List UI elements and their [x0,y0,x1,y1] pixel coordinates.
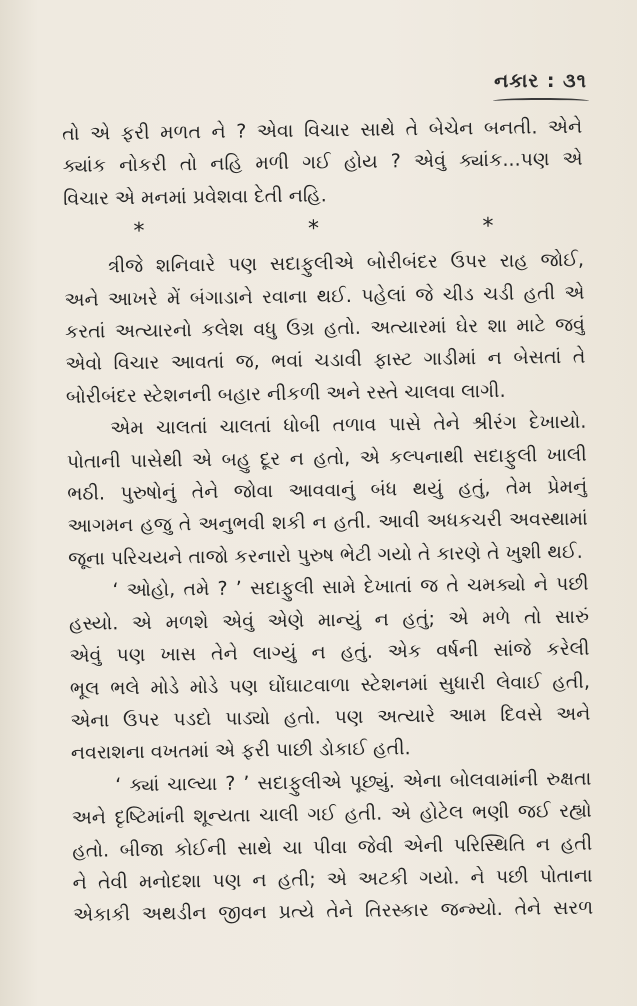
paragraph-5 [71,762,593,931]
text-line: ‘ ક્યાં ચાલ્યા ? ’ સદાફુલીએ પૂછ્યું. એના બોલવામાંની રુક્ષતા [115,767,592,797]
paragraph-3 [66,406,588,575]
paragraph-4 [68,568,591,770]
text-line: એવું પણ ખાસ તેને લાગ્યું ન હતું. એક વર્ષની સાંજે કરેલી [69,637,590,668]
text-line: એવો વિચાર આવતાં જ, ભવાં ચડાવી ફાસ્ટ ગાડીમાં ન બેસતાં તે [65,346,586,376]
page-body [62,111,593,932]
text-line: એના ઉપર પડદો પાડ્યો હતો. પણ અત્યારે આમ દિવસે અને [70,702,591,732]
header-underline [493,98,589,104]
text-line: ક્યાંક નોકરી તો નહિ મળી ગઈ હોય ? એવું ક્યાંક...પણ એ [62,148,583,178]
paragraph-1 [62,111,583,215]
text-line: વિચાર એ મનમાં પ્રવેશવા દેતી નહિ. [62,184,327,210]
asterisk: * [133,219,145,245]
text-line: આગમન હજુ તે અનુભવી શકી ન હતી. આવી અધકચરી અવસ્થામાં [67,508,588,538]
text-line: ભઠી. પુરુષોનું તેને જોવા આવવાનું બંધ થયું હતું, તેમ પ્રેમનું [67,475,588,506]
text-line: ત્રીજે શનિવારે પણ સદાફુલીએ બોરીબંદર ઉપર રાહ જોઈ, [107,248,585,278]
page-header: નકાર : ૩૧ [494,70,587,92]
text-line: તો એ ફરી મળત ને ? એવા વિચાર સાથે તે બેચેન બનતી. એને [62,115,583,145]
text-line: ને તેવી મનોદશા પણ ન હતી; એ અટકી ગયો. ને પછી પોતાના [72,864,593,894]
text-line: એમ ચાલતાં ચાલતાં ધોબી તળાવ પાસે તેને શ્રીરંગ દેખાયો. [110,410,587,440]
text-line: જૂના પરિચયને તાજો કરનારો પુરુષ ભેટી ગયો તે કારણે તે ખુશી થઈ. [68,540,583,570]
text-line: એકાકી અથડીન જીવન પ્રત્યે તેને તિરસ્કાર જન્મ્યો. તેને સરળ [72,897,594,927]
text-line: નવરાશના વખતમાં એ ફરી પાછી ડોકાઈ હતી. [70,737,411,765]
asterisk: * [482,214,494,240]
asterisk: * [307,216,320,242]
text-line: કરતાં અત્યારનો કલેશ વધુ ઉગ્ર હતો. અત્યારમાં ઘેર શા માટે જવું [64,313,586,344]
text-line: અને આખરે મેં બંગાડાને રવાના થઈ. પહેલાં જે ચીડ ચડી હતી એ [64,281,585,311]
text-line: હસ્યો. એ મળશે એવું એણે માન્યું ન હતું; એ મળે તો સારું [68,605,590,635]
text-line: અને દૃષ્ટિમાંની શૂન્યતા ચાલી ગઈ હતી. એ હોટેલ ભણી જઈ રહ્યો [71,799,592,830]
paragraph-2 [64,244,586,413]
text-line: બોરીબંદર સ્ટેશનની બહાર નીકળી અને રસ્તે ચાલવા લાગી. [65,379,506,408]
text-line: પોતાની પાસેથી એ બહુ દૂર ન હતો, એ કલ્પનાથી સદાફુલી ખાલી [66,443,587,473]
text-line: ‘ ઓહો, તમે ? ’ સદાફુલી સામે દેખાતાં જ તે ચમક્યો ને પછી [112,572,589,602]
text-line: હતો. બીજા કોઈની સાથે ચા પીવા જેવી એની પરિસ્થિતિ ન હતી [72,832,593,862]
text-line: ભૂલ ભલે મોડે મોડે પણ ઘોંઘાટવાળા સ્ટેશનમાં સુધારી લેવાઈ હતી, [69,670,591,700]
